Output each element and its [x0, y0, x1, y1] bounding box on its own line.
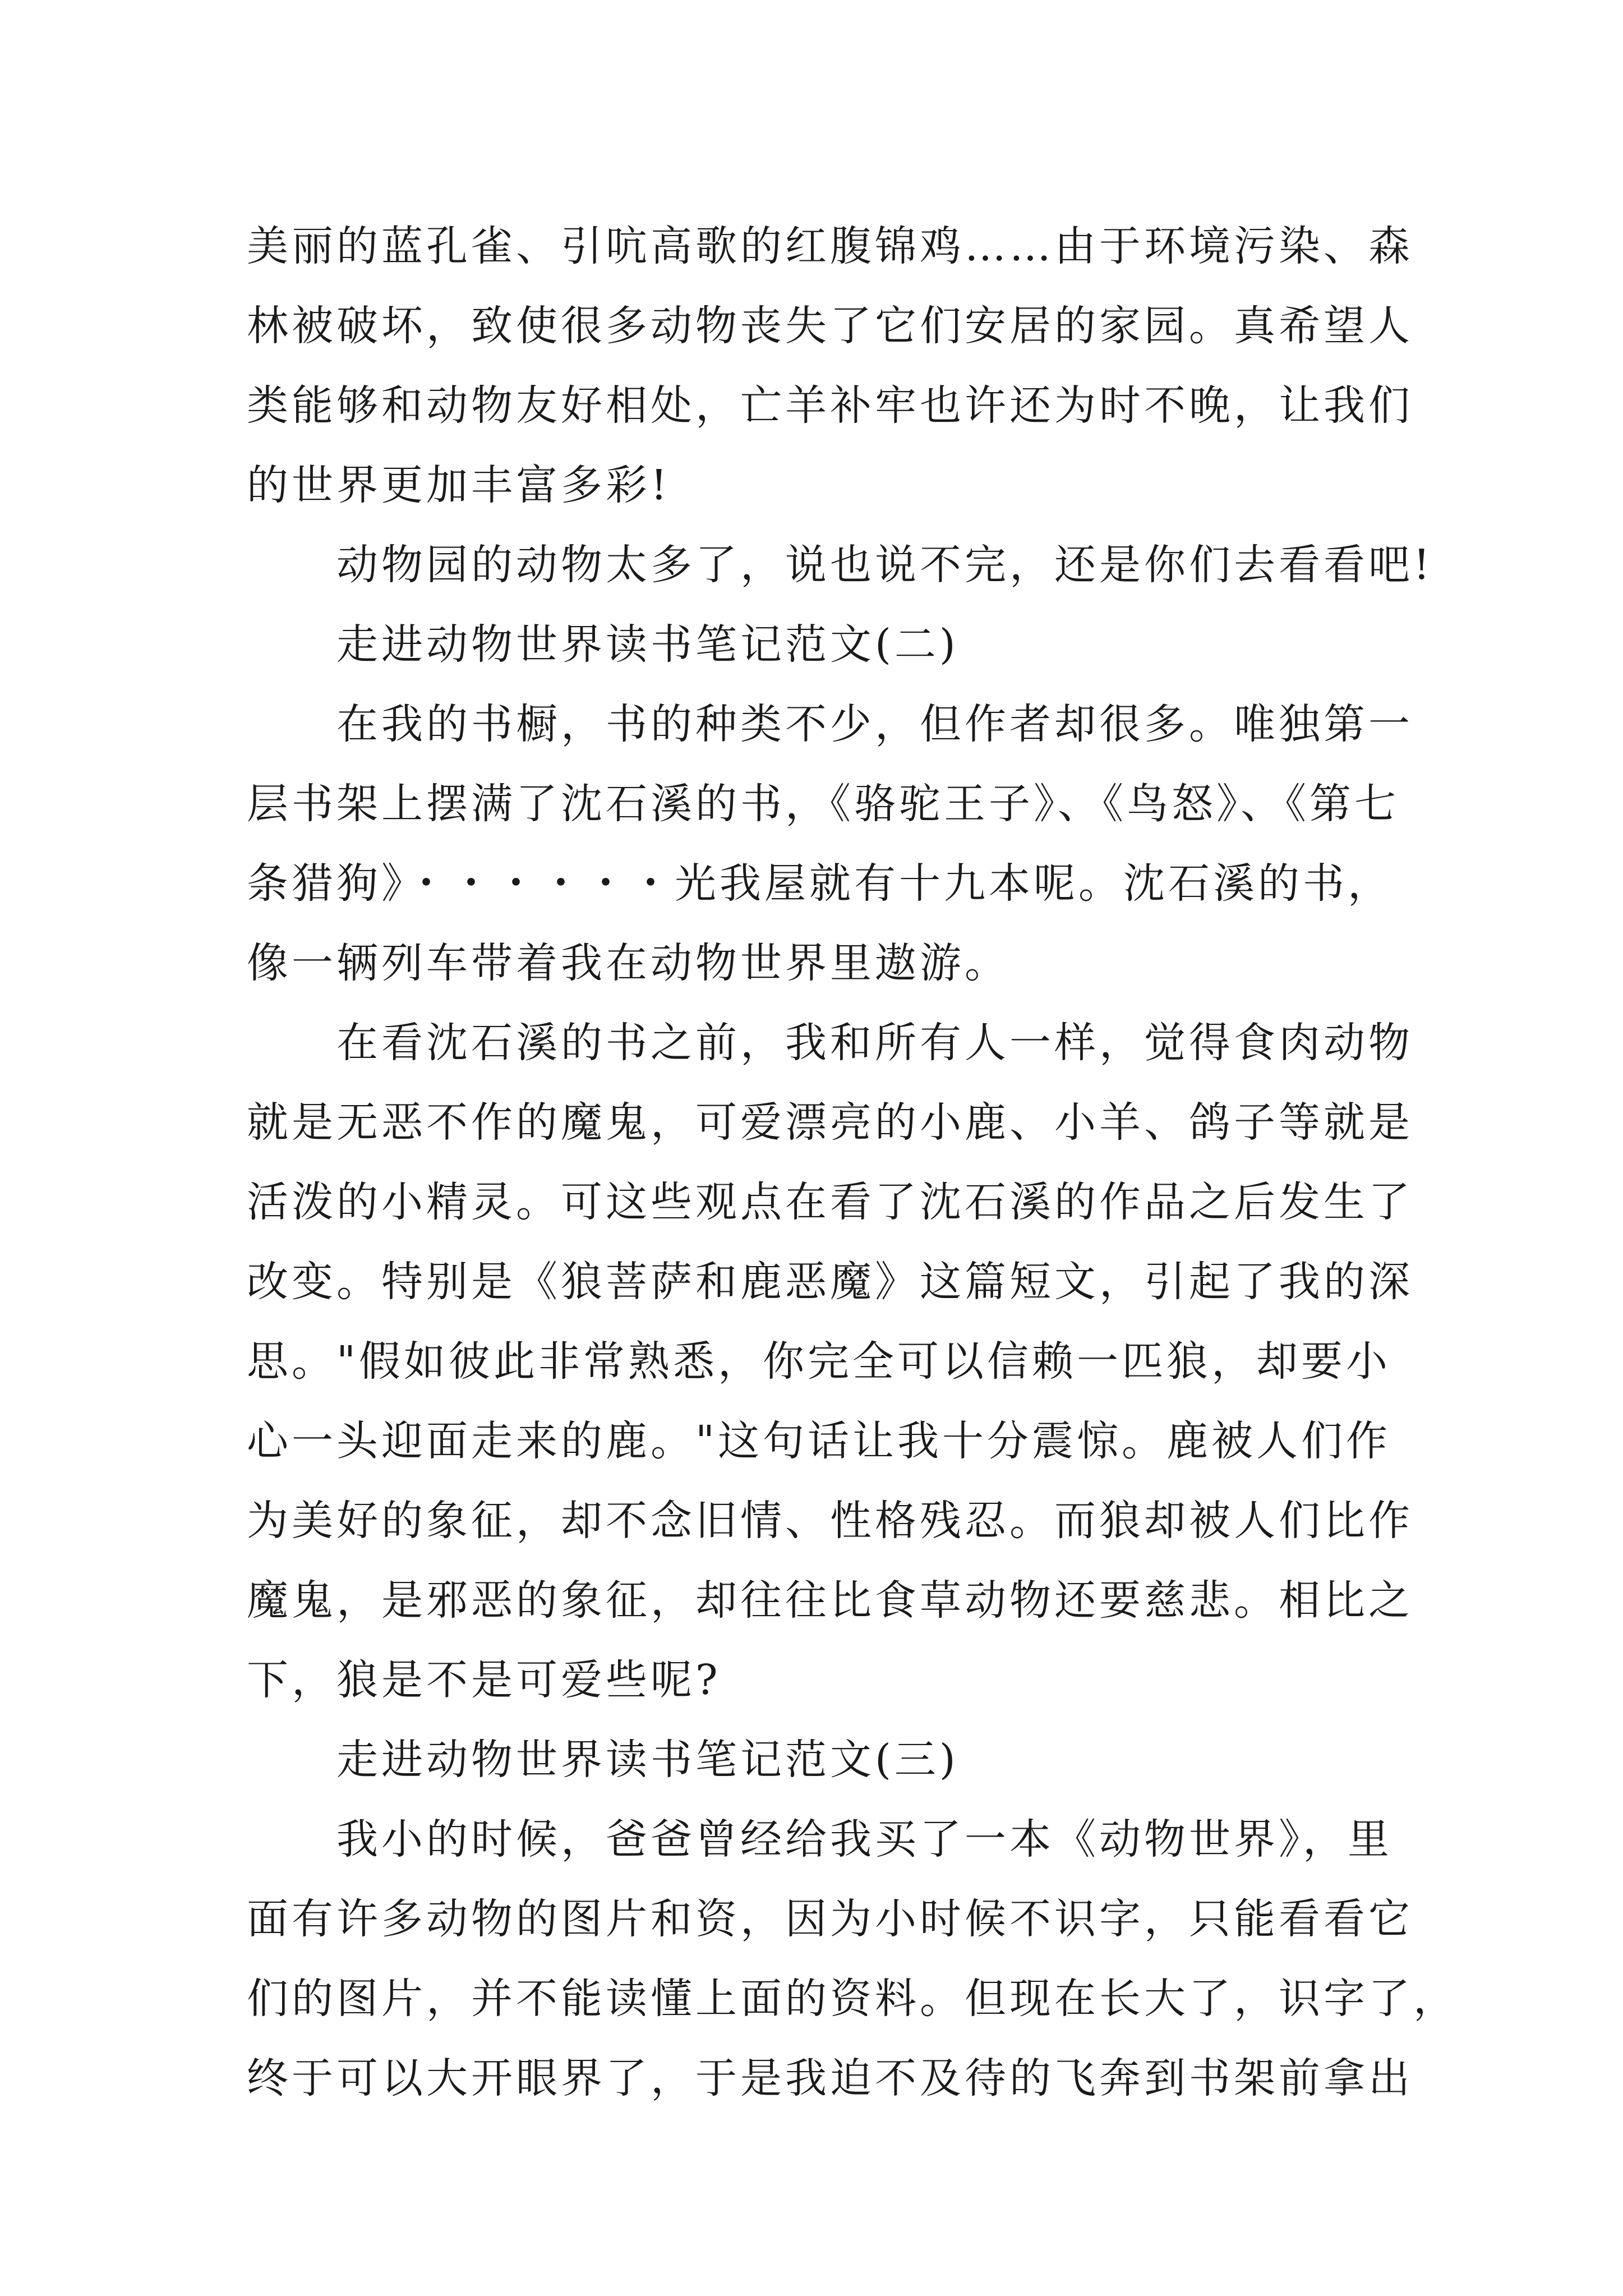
section-heading: 走进动物世界读书笔记范文(三): [336, 1736, 959, 1784]
text-line: 终于可以大开眼界了，于是我迫不及待的飞奔到书架前拿出: [247, 2054, 1413, 2102]
text-line: 为美好的象征，却不念旧情、性格残忍。而狼却被人们比作: [247, 1497, 1413, 1545]
text-line: 下，狼是不是可爱些呢?: [247, 1656, 721, 1704]
text-line: 们的图片，并不能读懂上面的资料。但现在长大了，识字了，: [247, 1975, 1458, 2023]
paragraph-first-line: 在我的书橱，书的种类不少，但作者却很多。唯独第一: [336, 700, 1413, 748]
text-line: 条猎狗》・・・・・・光我屋就有十九本呢。沈石溪的书，: [247, 859, 1393, 908]
paragraph-first-line: 在看沈石溪的书之前，我和所有人一样，觉得食肉动物: [336, 1019, 1413, 1067]
text-line: 林被破坏，致使很多动物丧失了它们安居的家园。真希望人: [247, 302, 1413, 350]
text-line: 面有许多动物的图片和资，因为小时候不识字，只能看看它: [247, 1895, 1413, 1943]
text-line: 思。"假如彼此非常熟悉，你完全可以信赖一匹狼，却要小: [247, 1337, 1391, 1386]
text-line: 就是无恶不作的魔鬼，可爱漂亮的小鹿、小羊、鸽子等就是: [247, 1098, 1413, 1147]
text-line: 改变。特别是《狼菩萨和鹿恶魔》这篇短文，引起了我的深: [247, 1258, 1413, 1306]
text-line: 活泼的小精灵。可这些观点在看了沈石溪的作品之后发生了: [247, 1178, 1413, 1226]
text-line: 美丽的蓝孔雀、引吭高歌的红腹锦鸡……由于环境污染、森: [247, 222, 1413, 270]
paragraph-first-line: 我小的时候，爸爸曾经给我买了一本《动物世界》，里: [336, 1815, 1393, 1864]
section-heading: 走进动物世界读书笔记范文(二): [336, 620, 959, 669]
text-line: 魔鬼，是邪恶的象征，却往往比食草动物还要慈悲。相比之: [247, 1576, 1413, 1625]
document-body: [247, 206, 1458, 2118]
text-line: 心一头迎面走来的鹿。"这句话让我十分震惊。鹿被人们作: [247, 1417, 1391, 1465]
paragraph-first-line: 动物园的动物太多了，说也说不完，还是你们去看看吧!: [336, 541, 1433, 589]
text-line: 像一辆列车带着我在动物世界里遨游。: [247, 939, 1009, 987]
text-line: 层书架上摆满了沈石溪的书，《骆驼王子》、《鸟怒》、《第七: [247, 780, 1399, 828]
text-line: 类能够和动物友好相处，亡羊补牢也许还为时不晚，让我们: [247, 381, 1413, 430]
text-line: 的世界更加丰富多彩!: [247, 461, 671, 509]
